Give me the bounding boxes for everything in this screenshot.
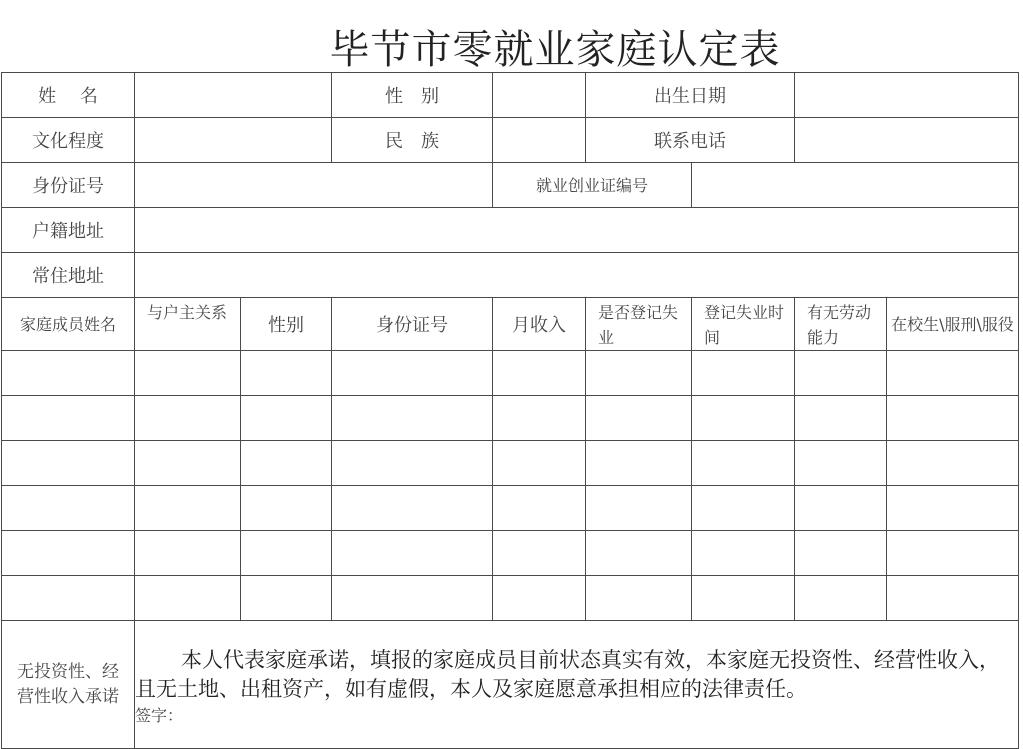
sex-label: 性 别: [332, 73, 493, 118]
member-cell[interactable]: [135, 531, 241, 576]
member-cell[interactable]: [2, 396, 135, 441]
address-field[interactable]: [135, 253, 1019, 298]
member-cell[interactable]: [332, 576, 493, 621]
member-sex-header: 性别: [241, 298, 332, 351]
education-label: 文化程度: [2, 118, 135, 163]
member-cell[interactable]: [887, 531, 1019, 576]
member-cell[interactable]: [887, 351, 1019, 396]
row-huji: [2, 208, 1019, 253]
member-cell[interactable]: [586, 396, 692, 441]
id-label: 身份证号: [2, 163, 135, 208]
ethnic-label: 民 族: [332, 118, 493, 163]
member-cell[interactable]: [2, 531, 135, 576]
member-row: [2, 486, 1019, 531]
pledge-label: 无投资性、经营性收入承诺: [2, 621, 135, 749]
huji-field[interactable]: [135, 208, 1019, 253]
dob-field[interactable]: [795, 73, 1019, 118]
row-id: [2, 163, 1019, 208]
member-cell[interactable]: [692, 351, 795, 396]
member-cell[interactable]: [135, 351, 241, 396]
member-cell[interactable]: [493, 441, 586, 486]
pledge-text: 本人代表家庭承诺，填报的家庭成员目前状态真实有效，本家庭无投资性、经营性收入，且无土地、出租资产，如有虚假，本人及家庭愿意承担相应的法律责任。: [135, 647, 1000, 701]
member-cell[interactable]: [2, 486, 135, 531]
member-cell[interactable]: [2, 441, 135, 486]
member-cell[interactable]: [493, 576, 586, 621]
member-cell[interactable]: [493, 486, 586, 531]
member-cell[interactable]: [887, 396, 1019, 441]
member-cell[interactable]: [332, 396, 493, 441]
member-cell[interactable]: [135, 441, 241, 486]
member-cell[interactable]: [241, 441, 332, 486]
sign-label: 签字：: [135, 705, 184, 725]
member-cell[interactable]: [135, 486, 241, 531]
member-row: [2, 531, 1019, 576]
member-cell[interactable]: [241, 396, 332, 441]
member-cell[interactable]: [241, 486, 332, 531]
member-cell[interactable]: [586, 441, 692, 486]
member-cell[interactable]: [887, 576, 1019, 621]
member-row: [2, 441, 1019, 486]
member-cell[interactable]: [795, 486, 887, 531]
recognition-form: [1, 72, 1019, 749]
ethnic-field[interactable]: [493, 118, 586, 163]
education-field[interactable]: [135, 118, 332, 163]
member-status-header: 在校生\服刑\服役: [887, 298, 1019, 351]
member-cell[interactable]: [586, 486, 692, 531]
member-cell[interactable]: [692, 441, 795, 486]
member-cell[interactable]: [887, 441, 1019, 486]
member-cell[interactable]: [241, 576, 332, 621]
member-cell[interactable]: [135, 576, 241, 621]
member-cell[interactable]: [241, 351, 332, 396]
member-cell[interactable]: [493, 351, 586, 396]
member-row: [2, 576, 1019, 621]
member-name-header: 家庭成员姓名: [2, 298, 135, 351]
id-field[interactable]: [135, 163, 493, 208]
member-cell[interactable]: [493, 396, 586, 441]
member-cell[interactable]: [493, 531, 586, 576]
form-title: 毕节市零就业家庭认定表: [329, 27, 781, 73]
pledge-text-wrap: [135, 646, 1018, 704]
member-cell[interactable]: [795, 441, 887, 486]
address-label: 常住地址: [2, 253, 135, 298]
member-cell[interactable]: [795, 531, 887, 576]
dob-label: 出生日期: [586, 73, 795, 118]
sex-field[interactable]: [493, 73, 586, 118]
member-row: [2, 396, 1019, 441]
member-cell[interactable]: [332, 441, 493, 486]
member-cell[interactable]: [2, 351, 135, 396]
cert-label: 就业创业证编号: [493, 163, 692, 208]
row-address: [2, 253, 1019, 298]
pledge-cell: [135, 621, 1019, 749]
member-cell[interactable]: [795, 396, 887, 441]
member-regtime-header: 登记失业时间: [692, 298, 795, 351]
row-name: [2, 73, 1019, 118]
member-cell[interactable]: [332, 351, 493, 396]
name-field[interactable]: [135, 73, 332, 118]
member-labor-header: 有无劳动能力: [795, 298, 887, 351]
row-education: [2, 118, 1019, 163]
member-income-header: 月收入: [493, 298, 586, 351]
members-header-row: [2, 298, 1019, 351]
member-cell[interactable]: [586, 531, 692, 576]
name-label: 姓 名: [2, 73, 135, 118]
member-id-header: 身份证号: [332, 298, 493, 351]
member-cell[interactable]: [795, 351, 887, 396]
member-cell[interactable]: [692, 531, 795, 576]
pledge-row: [2, 621, 1019, 749]
member-cell[interactable]: [887, 486, 1019, 531]
member-cell[interactable]: [586, 576, 692, 621]
member-cell[interactable]: [795, 576, 887, 621]
cert-field[interactable]: [692, 163, 1019, 208]
member-relation-header: 与户主关系: [135, 298, 241, 351]
member-cell[interactable]: [2, 576, 135, 621]
member-cell[interactable]: [692, 396, 795, 441]
member-cell[interactable]: [241, 531, 332, 576]
member-cell[interactable]: [586, 351, 692, 396]
huji-label: 户籍地址: [2, 208, 135, 253]
phone-label: 联系电话: [586, 118, 795, 163]
member-registered-header: 是否登记失业: [586, 298, 692, 351]
member-cell[interactable]: [135, 396, 241, 441]
member-row: [2, 351, 1019, 396]
phone-field[interactable]: [795, 118, 1019, 163]
member-cell[interactable]: [332, 531, 493, 576]
member-cell[interactable]: [692, 576, 795, 621]
member-cell[interactable]: [332, 486, 493, 531]
member-cell[interactable]: [692, 486, 795, 531]
